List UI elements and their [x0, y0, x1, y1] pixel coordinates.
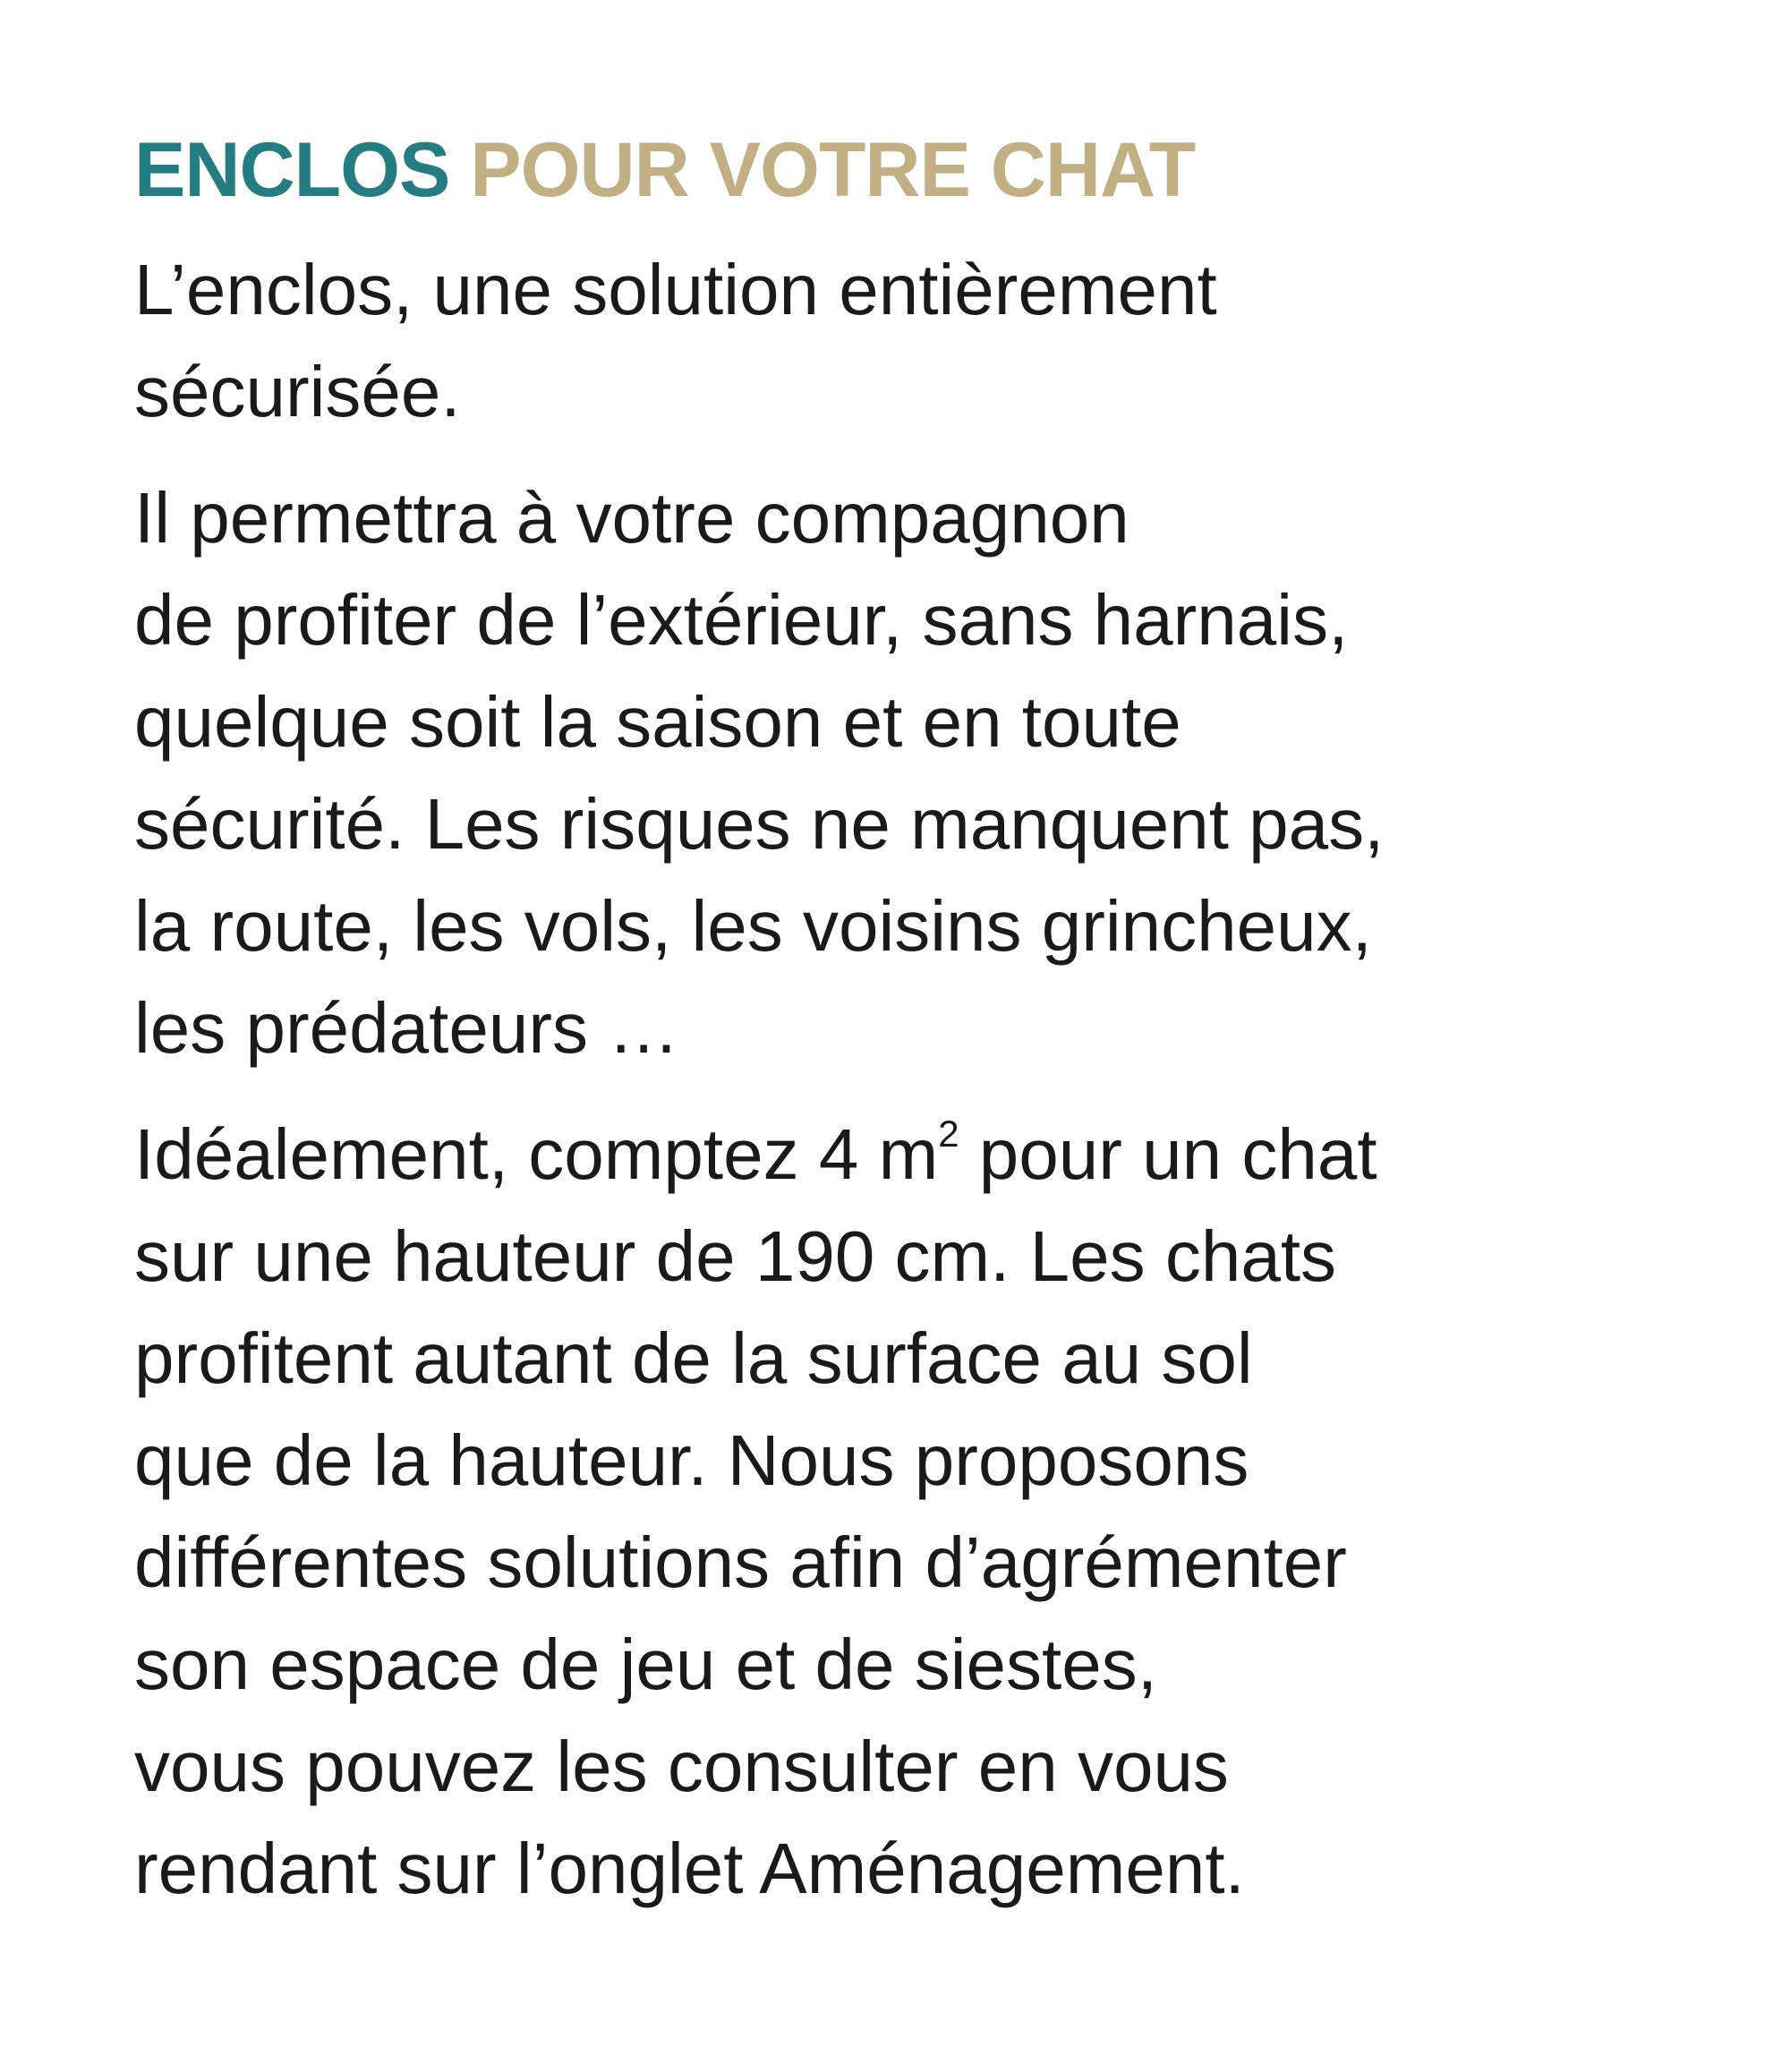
text-line: quelque soit la saison et en toute — [134, 682, 1181, 762]
text-segment: Idéalement, comptez 4 m — [134, 1114, 939, 1194]
text-line: que de la hauteur. Nous proposons — [134, 1420, 1249, 1500]
text-line: sécurité. Les risques ne manquent pas, — [134, 784, 1385, 864]
benefits-paragraph — [134, 467, 1745, 1079]
text-line: sur une hauteur de 190 cm. Les chats — [134, 1216, 1337, 1296]
text-segment: pour un chat — [959, 1114, 1377, 1194]
text-line: sécurisée. — [134, 352, 461, 431]
intro-paragraph — [134, 239, 1745, 443]
text-line: Il permettra à votre compagnon — [134, 478, 1129, 558]
title-part-pour-votre-chat: POUR VOTRE CHAT — [470, 127, 1196, 213]
text-line: rendant sur l’onglet Aménagement. — [134, 1829, 1245, 1908]
title-part-enclos: ENCLOS — [134, 127, 450, 213]
text-line: la route, les vols, les voisins grincheux, — [134, 886, 1372, 966]
text-line: L’enclos, une solution entièrement — [134, 250, 1217, 329]
text-line: les prédateurs … — [134, 988, 680, 1068]
text-line: profitent autant de la surface au sol — [134, 1318, 1253, 1398]
text-line: de profiter de l’extérieur, sans harnais, — [134, 580, 1349, 660]
content-page — [134, 125, 1745, 1920]
superscript-two: 2 — [938, 1113, 959, 1155]
text-line: son espace de jeu et de siestes, — [134, 1624, 1157, 1704]
text-line: vous pouvez les consulter en vous — [134, 1727, 1229, 1806]
page-title — [134, 125, 1745, 215]
text-line: différentes solutions afin d’agrémenter — [134, 1522, 1347, 1602]
text-line — [134, 1104, 1745, 1206]
sizing-paragraph — [134, 1104, 1745, 1920]
